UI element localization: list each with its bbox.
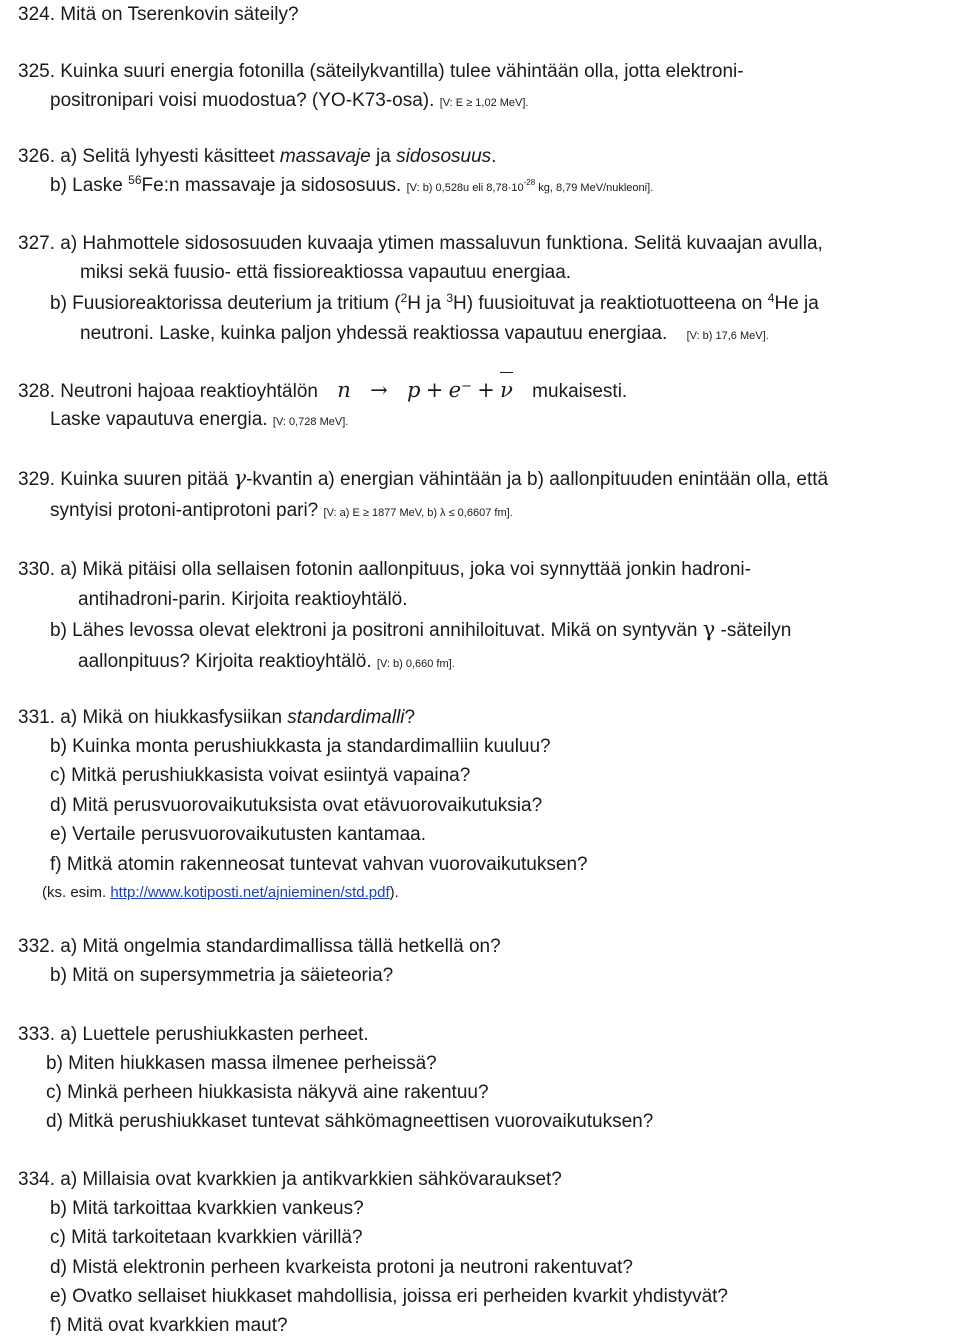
question-331-e: e) Vertaile perusvuorovaikutusten kantamaa. [50, 824, 426, 845]
question-326-line2: b) Laske $^{56}$Fe:n massavaje ja sidososuus. [V: b) 0,528u eli $8,78\cdot 10^{-28}$ kg, 8,79 MeV/nukleoni]. [50, 173, 654, 196]
question-334-d: d) Mistä elektronin perheen kvarkeista protoni ja neutroni rakentuvat? [50, 1257, 633, 1278]
decay-equation: n → p + e− + ν [337, 378, 513, 402]
question-331-reference: (ks. esim. http://www.kotiposti.net/ajnieminen/std.pdf). [42, 884, 399, 901]
question-327-line4: neutroni. Laske, kuinka paljon yhdessä reaktiossa vapautuu energiaa. [V: b) 17,6 MeV]. [80, 323, 769, 344]
question-327-line2: miksi sekä fuusio- että fissioreaktiossa vapautuu energiaa. [80, 262, 572, 283]
answer-326: [V: b) 0,528u eli $8,78\cdot 10^{-28}$ kg, 8,79 MeV/nukleoni]. [406, 178, 654, 194]
question-333-b: b) Miten hiukkasen massa ilmenee perheissä? [46, 1053, 437, 1074]
question-330-line3: b) Lähes levossa olevat elektroni ja positroni annihiloituvat. Mikä on syntyvän γ -säteilyn [50, 617, 792, 641]
question-330-line4: aallonpituus? Kirjoita reaktioyhtälö. [V: b) 0,660 fm]. [78, 651, 455, 672]
question-334-f: f) Mitä ovat kvarkkien maut? [50, 1315, 288, 1336]
question-329-line2: syntyisi protoni-antiprotoni pari? [V: a) E ≥ 1877 MeV, b) λ ≤ 0,6607 fm]. [50, 500, 513, 521]
question-331-c: c) Mitkä perushiukkasista voivat esiintyä vapaina? [50, 765, 471, 786]
question-328-line2: Laske vapautuva energia. [V: 0,728 MeV]. [50, 409, 349, 430]
question-332-b: b) Mitä on supersymmetria ja säieteoria? [50, 965, 394, 986]
question-332-a: 332. a) Mitä ongelmia standardimallissa tällä hetkellä on? [18, 936, 501, 957]
question-329-line1: 329. Kuinka suuren pitää γ-kvantin a) energian vähintään ja b) aallonpituuden enintään olla, että [18, 466, 829, 490]
gamma-symbol: γ [233, 466, 247, 490]
question-333-d: d) Mitkä perushiukkaset tuntevat sähkömagneettisen vuorovaikutuksen? [46, 1111, 654, 1132]
term-standardimalli: standardimalli [287, 707, 405, 728]
question-324-text: 324. Mitä on Tserenkovin säteily? [18, 4, 299, 25]
answer-327: [V: b) 17,6 MeV]. [686, 330, 769, 342]
question-328-line1: 328. Neutroni hajoaa reaktioyhtälön n → p + e− + ν mukaisesti. [18, 378, 628, 402]
question-324 [18, 3, 299, 27]
answer-328: [V: 0,728 MeV]. [272, 416, 349, 428]
answer-330: [V: b) 0,660 fm]. [376, 658, 455, 670]
term-sidososuus: sidososuus [396, 146, 492, 167]
gamma-symbol: γ [702, 617, 716, 641]
question-325-line2: positronipari voisi muodostua? (YO-K73-osa). [V: E ≥ 1,02 MeV]. [50, 90, 529, 111]
question-331-f: f) Mitkä atomin rakenneosat tuntevat vahvan vuorovaikutuksen? [50, 854, 588, 875]
question-327-line1: 327. a) Hahmottele sidososuuden kuvaaja ytimen massaluvun funktiona. Selitä kuvaajan avulla, [18, 233, 823, 254]
question-330-line1: 330. a) Mikä pitäisi olla sellaisen fotonin aallonpituus, joka voi synnyttää jonkin hadroni- [18, 559, 751, 580]
answer-325: [V: E ≥ 1,02 MeV]. [439, 97, 529, 109]
question-326-line1: 326. a) Selitä lyhyesti käsitteet massavaje ja sidososuus. [18, 146, 497, 167]
question-327-line3: b) Fuusioreaktorissa deuterium ja tritium ($^2$H ja $^3$H) fuusioituvat ja reaktiotuotteena on $^4$He ja [50, 291, 819, 314]
question-334-c: c) Mitä tarkoitetaan kvarkkien värillä? [50, 1227, 363, 1248]
question-333-c: c) Minkä perheen hiukkasista näkyvä aine rakentuu? [46, 1082, 489, 1103]
question-331-d: d) Mitä perusvuorovaikutuksista ovat etävuorovaikutuksia? [50, 795, 543, 816]
question-334-b: b) Mitä tarkoittaa kvarkkien vankeus? [50, 1198, 364, 1219]
antineutrino-symbol: ν [500, 378, 513, 402]
question-331-a: 331. a) Mikä on hiukkasfysiikan standardimalli? [18, 707, 416, 728]
question-325-line1: 325. Kuinka suuri energia fotonilla (säteilykvantilla) tulee vähintään olla, jotta elektroni- [18, 61, 744, 82]
question-334-e: e) Ovatko sellaiset hiukkaset mahdollisia, joissa eri perheiden kvarkit yhdistyvät? [50, 1286, 728, 1307]
std-pdf-link[interactable]: http://www.kotiposti.net/ajnieminen/std.pdf [110, 884, 390, 901]
arrow-icon: → [370, 378, 388, 402]
term-massavaje: massavaje [279, 146, 371, 167]
question-331-b: b) Kuinka monta perushiukkasta ja standardimalliin kuuluu? [50, 736, 551, 757]
question-333-a: 333. a) Luettele perushiukkasten perheet. [18, 1024, 369, 1045]
answer-329: [V: a) E ≥ 1877 MeV, b) λ ≤ 0,6607 fm]. [323, 507, 513, 519]
question-330-line2: antihadroni-parin. Kirjoita reaktioyhtälö. [78, 589, 408, 610]
question-334-a: 334. a) Millaisia ovat kvarkkien ja antikvarkkien sähkövaraukset? [18, 1169, 562, 1190]
